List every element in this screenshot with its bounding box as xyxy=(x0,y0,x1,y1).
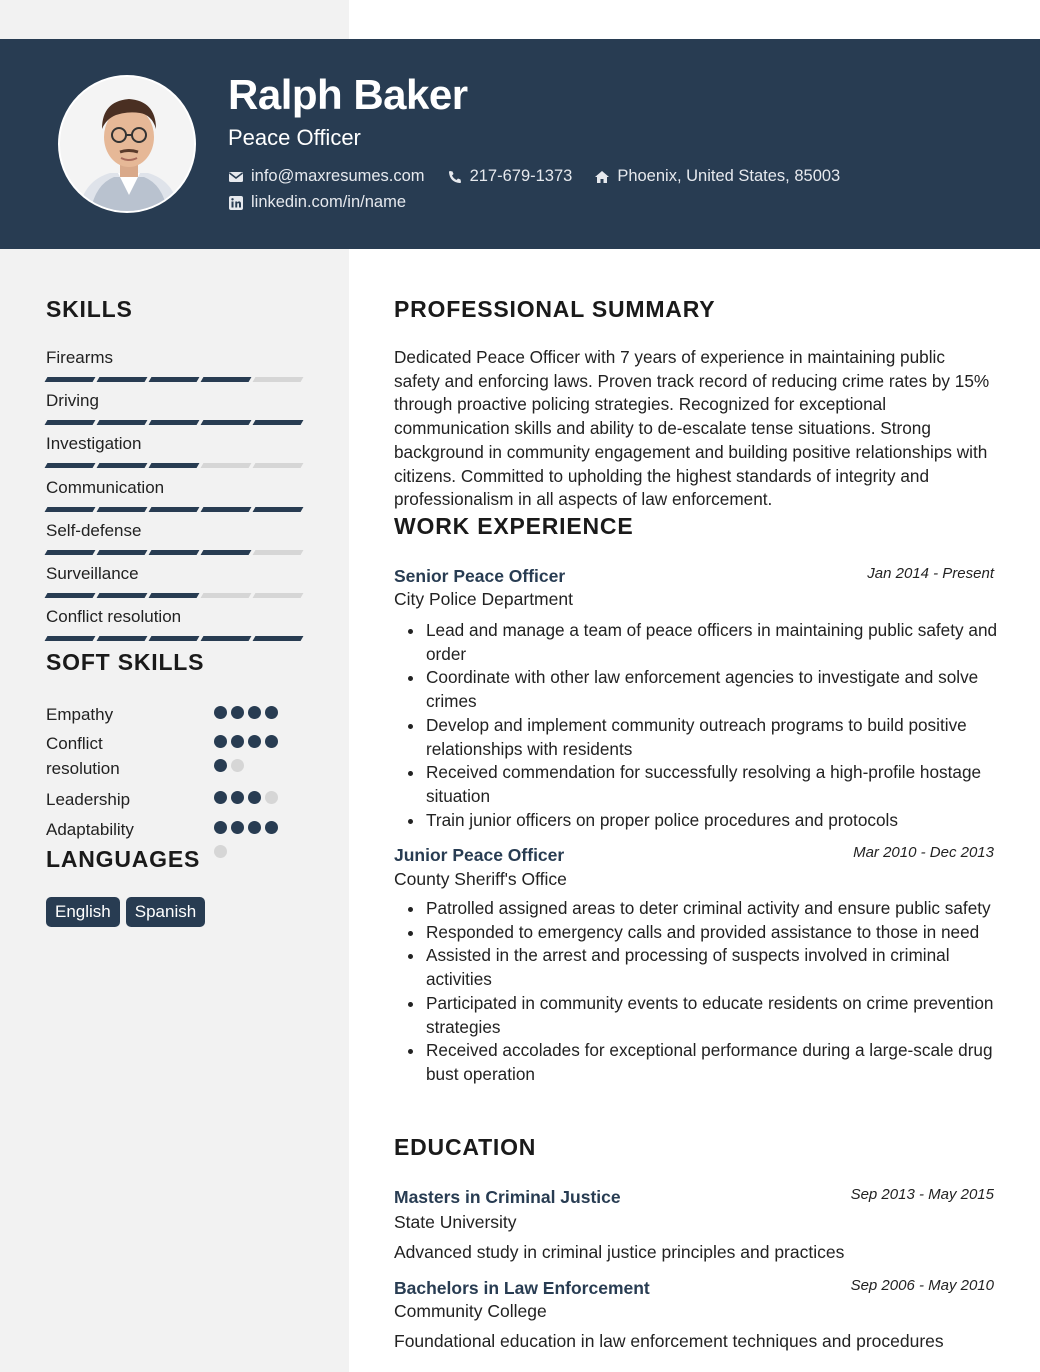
soft-skill-label: Empathy xyxy=(46,705,114,724)
skill-label: Investigation xyxy=(46,434,142,454)
rating-dot xyxy=(265,821,278,834)
rating-segment xyxy=(149,636,200,641)
school-name: State University xyxy=(394,1212,517,1232)
rating-segment xyxy=(253,377,304,382)
rating-segment xyxy=(45,420,96,425)
skill-rating-bar xyxy=(46,636,306,641)
job-bullet: Lead and manage a team of peace officers in maintaining public safety and order xyxy=(408,619,998,666)
contact-phone[interactable] xyxy=(447,167,573,186)
skill-label: Driving xyxy=(46,391,99,411)
rating-segment xyxy=(45,636,96,641)
job-bullet: Train junior officers on proper police procedures and protocols xyxy=(408,809,998,833)
skill-rating-bar xyxy=(46,377,306,382)
soft-skill-rating xyxy=(214,791,286,815)
rating-dot xyxy=(248,706,261,719)
rating-dot xyxy=(214,791,227,804)
profile-photo xyxy=(58,75,196,213)
rating-dot xyxy=(231,735,244,748)
education-heading: EDUCATION xyxy=(394,1134,537,1160)
rating-segment xyxy=(97,550,148,555)
soft-skill-rating xyxy=(214,821,286,869)
contact-location xyxy=(594,167,840,186)
rating-dot xyxy=(214,735,227,748)
candidate-name: Ralph Baker xyxy=(228,71,468,118)
rating-segment xyxy=(201,377,252,382)
job-bullet: Participated in community events to educate residents on crime prevention strategies xyxy=(408,992,998,1039)
skill-rating-bar xyxy=(46,550,306,555)
envelope-icon xyxy=(228,169,244,185)
rating-segment xyxy=(253,463,304,468)
school-name: Community College xyxy=(394,1301,547,1321)
skill-label: Communication xyxy=(46,477,165,497)
rating-segment xyxy=(253,593,304,598)
rating-segment xyxy=(201,463,252,468)
rating-dot xyxy=(214,759,227,772)
rating-segment xyxy=(149,550,200,555)
job-bullet: Coordinate with other law enforcement agencies to investigate and solve crimes xyxy=(408,666,998,713)
rating-segment xyxy=(45,377,96,382)
job-bullet: Assisted in the arrest and processing of suspects involved in criminal activities xyxy=(408,944,998,991)
home-icon xyxy=(594,169,610,185)
rating-segment xyxy=(201,636,252,641)
experience-heading: WORK EXPERIENCE xyxy=(394,513,634,539)
education-description: Advanced study in criminal justice principles and practices xyxy=(394,1242,845,1262)
rating-segment xyxy=(149,420,200,425)
soft-skill-label: Adaptability xyxy=(46,820,134,839)
job-bullet: Received accolades for exceptional performance during a large-scale drug bust operation xyxy=(408,1039,998,1086)
job-bullet: Patrolled assigned areas to deter criminal activity and ensure public safety xyxy=(408,897,998,921)
rating-segment xyxy=(97,593,148,598)
rating-dot xyxy=(231,706,244,719)
job-organization: City Police Department xyxy=(394,589,573,609)
degree-title: Bachelors in Law Enforcement xyxy=(394,1278,650,1298)
rating-segment xyxy=(149,377,200,382)
job-organization: County Sheriff's Office xyxy=(394,869,567,889)
rating-segment xyxy=(149,463,200,468)
rating-dot xyxy=(265,735,278,748)
job-date: Mar 2010 - Dec 2013 xyxy=(853,844,994,861)
rating-dot xyxy=(265,791,278,804)
linkedin-icon xyxy=(228,195,244,211)
rating-segment xyxy=(45,593,96,598)
rating-segment xyxy=(201,507,252,512)
rating-dot xyxy=(231,791,244,804)
rating-segment xyxy=(97,420,148,425)
job-title: Junior Peace Officer xyxy=(394,845,565,865)
rating-segment xyxy=(253,507,304,512)
job-bullet: Develop and implement community outreach programs to build positive relationships with residents xyxy=(408,714,998,761)
rating-dot xyxy=(214,845,227,858)
rating-segment xyxy=(97,377,148,382)
job-date: Jan 2014 - Present xyxy=(867,565,994,582)
degree-title: Masters in Criminal Justice xyxy=(394,1187,621,1207)
rating-segment xyxy=(201,420,252,425)
rating-segment xyxy=(201,550,252,555)
summary-heading: PROFESSIONAL SUMMARY xyxy=(394,296,716,322)
rating-segment xyxy=(97,463,148,468)
soft-skill-label: Conflict resolution xyxy=(46,734,120,778)
rating-segment xyxy=(45,507,96,512)
rating-dot xyxy=(231,821,244,834)
skill-rating-bar xyxy=(46,593,306,598)
rating-segment xyxy=(149,593,200,598)
language-badge: Spanish xyxy=(126,897,205,927)
soft-skills-heading: SOFT SKILLS xyxy=(46,649,205,675)
contact-row-2 xyxy=(228,193,428,212)
rating-segment xyxy=(45,550,96,555)
phone-text: 217-679-1373 xyxy=(469,167,573,185)
location-text: Phoenix, United States, 85003 xyxy=(617,167,841,185)
skill-rating-bar xyxy=(46,507,306,512)
rating-dot xyxy=(265,706,278,719)
skill-label: Surveillance xyxy=(46,564,139,583)
soft-skill-label: Leadership xyxy=(46,790,131,809)
skill-label: Self-defense xyxy=(46,520,142,540)
resume-header xyxy=(0,39,1040,249)
phone-icon xyxy=(447,169,463,185)
contact-row xyxy=(228,167,862,186)
rating-dot xyxy=(231,759,244,772)
linkedin-text: linkedin.com/in/name xyxy=(251,193,406,211)
job-bullets xyxy=(408,619,998,832)
rating-segment xyxy=(45,463,96,468)
email-text: info@maxresumes.com xyxy=(251,167,425,185)
rating-dot xyxy=(248,735,261,748)
rating-dot xyxy=(214,706,227,719)
skill-rating-bar xyxy=(46,463,306,468)
skills-heading: SKILLS xyxy=(46,296,133,322)
language-badge: English xyxy=(46,897,120,927)
contact-email[interactable] xyxy=(228,167,425,186)
education-description: Foundational education in law enforcement techniques and procedures xyxy=(394,1331,944,1351)
rating-segment xyxy=(97,636,148,641)
job-bullets xyxy=(408,897,998,1087)
rating-dot xyxy=(214,821,227,834)
job-bullet: Responded to emergency calls and provided assistance to those in need xyxy=(408,921,998,945)
rating-segment xyxy=(253,420,304,425)
languages-heading: LANGUAGES xyxy=(46,846,201,872)
rating-segment xyxy=(253,550,304,555)
education-date: Sep 2013 - May 2015 xyxy=(850,1186,994,1203)
soft-skill-rating xyxy=(214,735,286,783)
contact-linkedin[interactable] xyxy=(228,193,406,212)
education-date: Sep 2006 - May 2010 xyxy=(850,1277,994,1294)
rating-segment xyxy=(97,507,148,512)
rating-segment xyxy=(201,593,252,598)
skill-label: Conflict resolution xyxy=(46,607,182,627)
rating-segment xyxy=(149,507,200,512)
rating-dot xyxy=(248,791,261,804)
rating-dot xyxy=(248,821,261,834)
skill-label: Firearms xyxy=(46,348,114,367)
skill-rating-bar xyxy=(46,420,306,425)
job-title: Senior Peace Officer xyxy=(394,566,566,586)
language-badges xyxy=(46,897,211,927)
summary-text: Dedicated Peace Officer with 7 years of experience in maintaining public safety and enforcing laws. Proven track record of reducing crime rates by 15% through proactive policing strategies. Recognized for exceptional communication skills and ability to de-escalate tense situations. Strong background in community engagement and building positive relationships with citizens. Committed to upholding the highest standards of integrity and professionalism in all aspects of law enforcement. xyxy=(394,347,990,510)
rating-segment xyxy=(253,636,304,641)
candidate-title: Peace Officer xyxy=(228,125,361,150)
job-bullet: Received commendation for successfully resolving a high-profile hostage situation xyxy=(408,761,998,808)
soft-skill-rating xyxy=(214,706,286,730)
